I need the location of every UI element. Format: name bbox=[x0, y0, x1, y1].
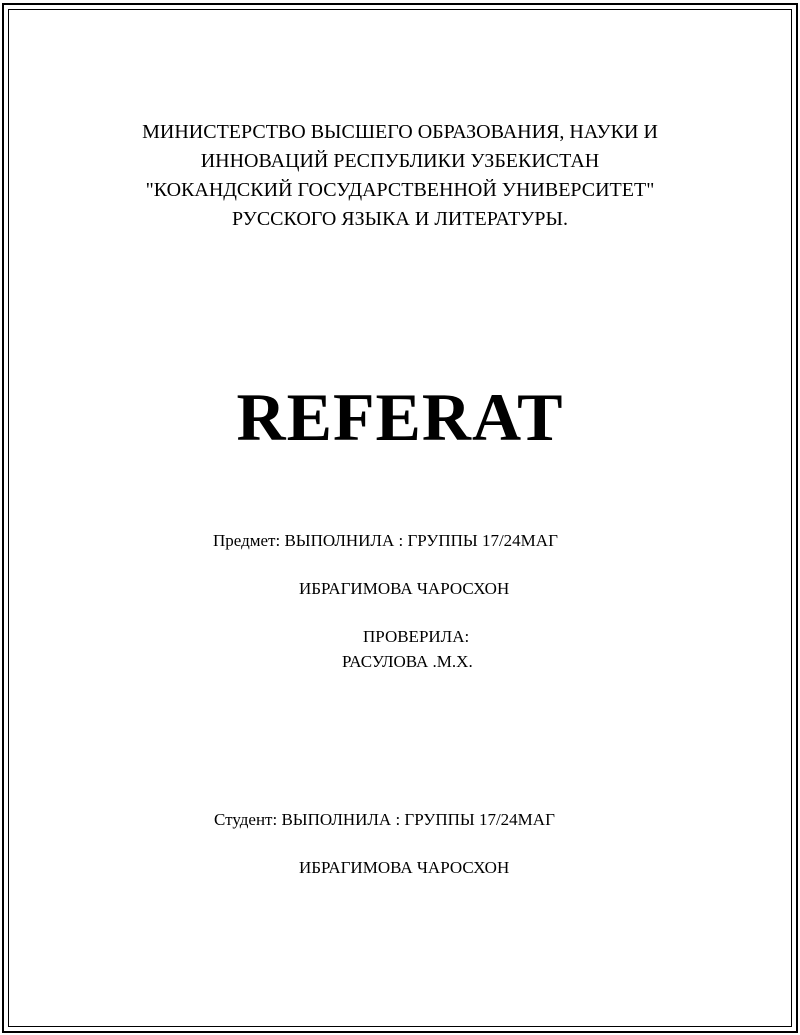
header-line-4: РУССКОГО ЯЗЫКА И ЛИТЕРАТУРЫ. bbox=[232, 208, 568, 230]
header-line-2: ИННОВАЦИЙ РЕСПУБЛИКИ УЗБЕКИСТАН bbox=[200, 150, 600, 172]
checked-by-label: ПРОВЕРИЛА: bbox=[363, 627, 470, 646]
student-name-second: ИБРАГИМОВА ЧАРОСХОН bbox=[299, 858, 510, 877]
subject-line: Предмет: ВЫПОЛНИЛА : ГРУППЫ 17/24МАГ bbox=[213, 531, 558, 550]
institution-header bbox=[0, 118, 800, 234]
student-name-first: ИБРАГИМОВА ЧАРОСХОН bbox=[299, 579, 510, 598]
header-line-1: МИНИСТЕРСТВО ВЫСШЕГО ОБРАЗОВАНИЯ, НАУКИ И bbox=[142, 121, 658, 143]
checker-name: РАСУЛОВА .М.Х. bbox=[342, 652, 473, 671]
student-line: Студент: ВЫПОЛНИЛА : ГРУППЫ 17/24МАГ bbox=[214, 810, 555, 829]
header-line-3: "КОКАНДСКИЙ ГОСУДАРСТВЕННОЙ УНИВЕРСИТЕТ" bbox=[145, 179, 655, 201]
document-title: REFERAT bbox=[236, 379, 564, 455]
